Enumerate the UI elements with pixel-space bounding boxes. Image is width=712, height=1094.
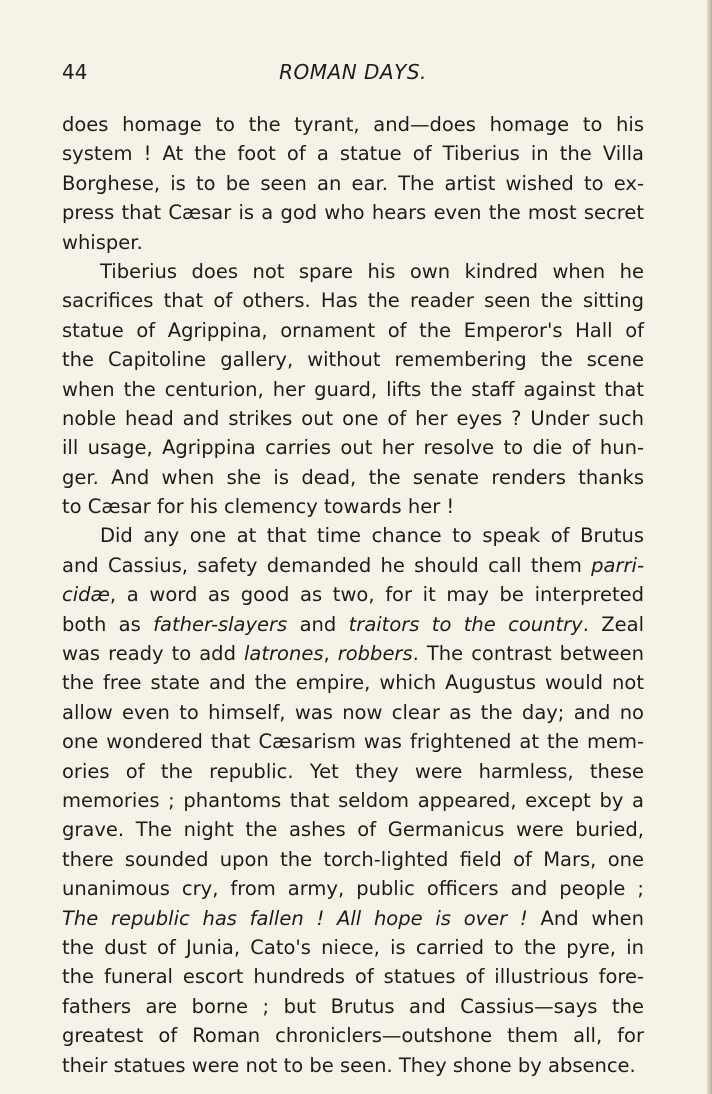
text-line: the funeral escort hundreds of statues of illustrious fore- [62,965,644,989]
text-line: there sounded upon the torch-lighted field of Mars, one [62,847,644,871]
text-line: press that Cæsar is a god who hears even the most secret [62,201,644,225]
text-line: one wondered that Cæsarism was frightened at the mem- [62,730,644,754]
text-line: system ! At the foot of a statue of Tiberius in the Villa [62,142,644,166]
page-edge [707,0,712,1094]
text-line: ill usage, Agrippina carries out her resolve to die of hun- [62,436,644,460]
page-header [62,60,644,90]
body-text [62,110,644,1080]
text-line: memories ; phantoms that seldom appeared, except by a [62,788,644,812]
text-line: Tiberius does not spare his own kindred when he [100,259,644,283]
page-number: 44 [62,60,88,84]
text-line: Borghese, is to be seen an ear. The artist wished to ex- [62,171,644,195]
text-line: grave. The night the ashes of Germanicus were buried, [62,818,644,842]
text-line: noble head and strikes out one of her eyes ? Under such [62,406,644,430]
text-line: the dust of Junia, Cato's niece, is carried to the pyre, in [62,935,644,959]
text-line: when the centurion, her guard, lifts the staff against that [62,377,644,401]
text-line: Did any one at that time chance to speak of Brutus [100,524,644,548]
text-line: was ready to add latrones, robbers. The contrast between [62,642,644,666]
text-line: unanimous cry, from army, public officers and people ; [62,877,644,901]
text-line: and Cassius, safety demanded he should call them parri- [62,553,644,577]
text-line: allow even to himself, was now clear as the day; and no [62,700,644,724]
text-line: their statues were not to be seen. They shone by absence. [62,1053,636,1077]
text-line: does homage to the tyrant, and—does homage to his [62,113,644,136]
text-line: whisper. [62,230,143,254]
text-line: the Capitoline gallery, without remembering the scene [62,348,644,372]
text-line: sacrifices that of others. Has the reader seen the sitting [62,289,644,313]
text-line: ger. And when she is dead, the senate renders thanks [62,465,644,489]
text-line: the free state and the empire, which Augustus would not [62,671,644,695]
text-line: fathers are borne ; but Brutus and Cassius—says the [62,994,644,1018]
text-line: ories of the republic. Yet they were harmless, these [62,759,644,783]
text-line: statue of Agrippina, ornament of the Emperor's Hall of [62,318,644,342]
text-line: cidæ, a word as good as two, for it may be interpreted [62,583,644,607]
text-line: The republic has fallen ! All hope is over ! And when [62,906,644,930]
text-line: both as father-slayers and traitors to the country. Zeal [62,612,644,636]
text-line: greatest of Roman chroniclers—outshone them all, for [62,1024,644,1048]
running-title: ROMAN DAYS. [279,60,427,84]
text-line: to Cæsar for his clemency towards her ! [62,495,455,519]
